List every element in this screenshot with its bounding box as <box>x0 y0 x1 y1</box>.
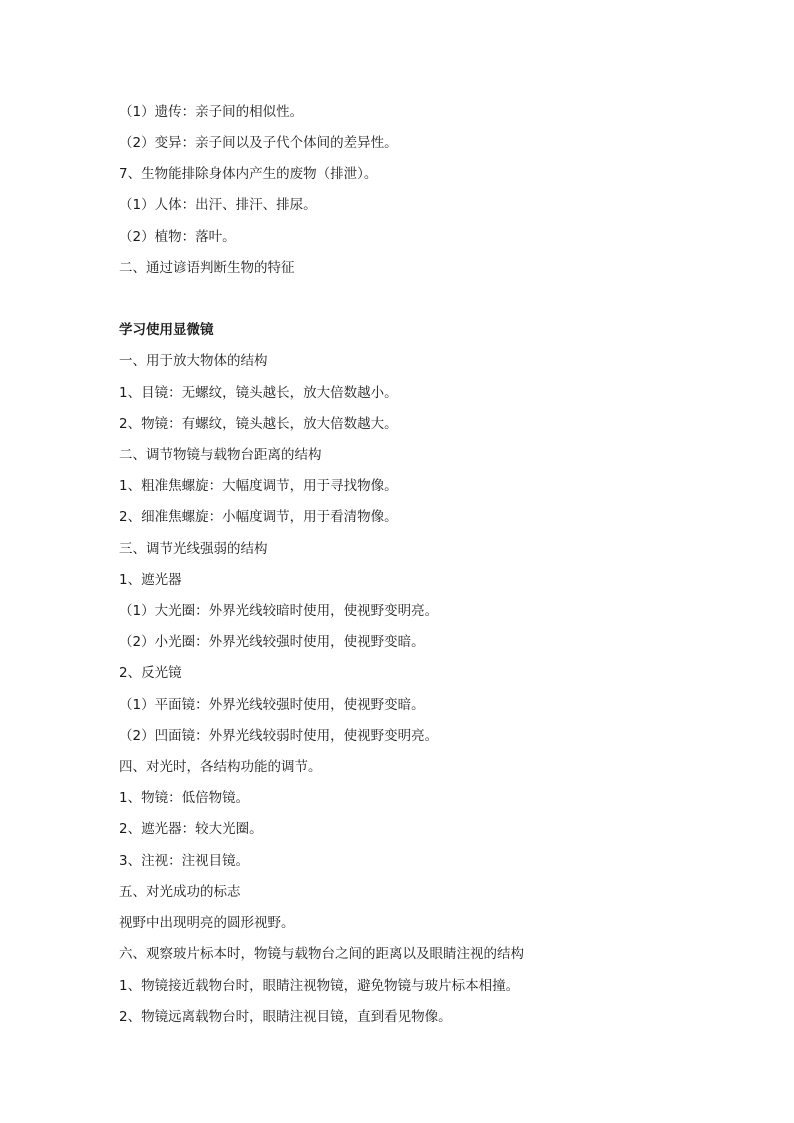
section-heading: 五、对光成功的标志 <box>119 884 241 900</box>
text-line: 1、物镜：低倍物镜。 <box>119 790 250 806</box>
section-heading: 三、调节光线强弱的结构 <box>119 541 268 557</box>
section-heading: 六、观察玻片标本时，物镜与载物台之间的距离以及眼睛注视的结构 <box>119 946 524 962</box>
section-heading: 二、调节物镜与载物台距离的结构 <box>119 447 322 463</box>
text-line: （2）凹面镜：外界光线较弱时使用，使视野变明亮。 <box>119 728 439 744</box>
text-line: 1、粗准焦螺旋：大幅度调节，用于寻找物像。 <box>119 478 398 494</box>
topic-heading: 学习使用显微镜 <box>119 322 214 338</box>
text-line: 2、遮光器：较大光圈。 <box>119 821 263 837</box>
text-line: （2）变异：亲子间以及子代个体间的差异性。 <box>119 135 398 151</box>
text-line: 7、生物能排除身体内产生的废物（排泄）。 <box>119 166 378 182</box>
section-heading: 二、通过谚语判断生物的特征 <box>119 260 295 276</box>
text-line: 2、物镜：有螺纹，镜头越长，放大倍数越大。 <box>119 416 398 432</box>
text-line: 1、物镜接近载物台时，眼睛注视物镜，避免物镜与玻片标本相撞。 <box>119 978 520 994</box>
text-line: 视野中出现明亮的圆形视野。 <box>119 915 295 931</box>
text-line: 2、物镜远离载物台时，眼睛注视目镜，直到看见物像。 <box>119 1009 452 1025</box>
section-heading: 四、对光时，各结构功能的调节。 <box>119 759 322 775</box>
text-line: 3、注视：注视目镜。 <box>119 853 250 869</box>
text-line: （2）植物：落叶。 <box>119 229 236 245</box>
text-line: （1）平面镜：外界光线较强时使用，使视野变暗。 <box>119 697 425 713</box>
text-line: 1、目镜：无螺纹，镜头越长，放大倍数越小。 <box>119 385 398 401</box>
text-line: 2、细准焦螺旋：小幅度调节，用于看清物像。 <box>119 509 398 525</box>
text-line: （1）大光圈：外界光线较暗时使用，使视野变明亮。 <box>119 603 439 619</box>
text-line: （1）人体：出汗、排汗、排尿。 <box>119 197 317 213</box>
text-line: （1）遗传：亲子间的相似性。 <box>119 104 304 120</box>
text-line: （2）小光圈：外界光线较强时使用，使视野变暗。 <box>119 634 425 650</box>
section-heading: 一、用于放大物体的结构 <box>119 353 268 369</box>
text-line: 2、反光镜 <box>119 665 182 681</box>
text-line: 1、遮光器 <box>119 572 182 588</box>
